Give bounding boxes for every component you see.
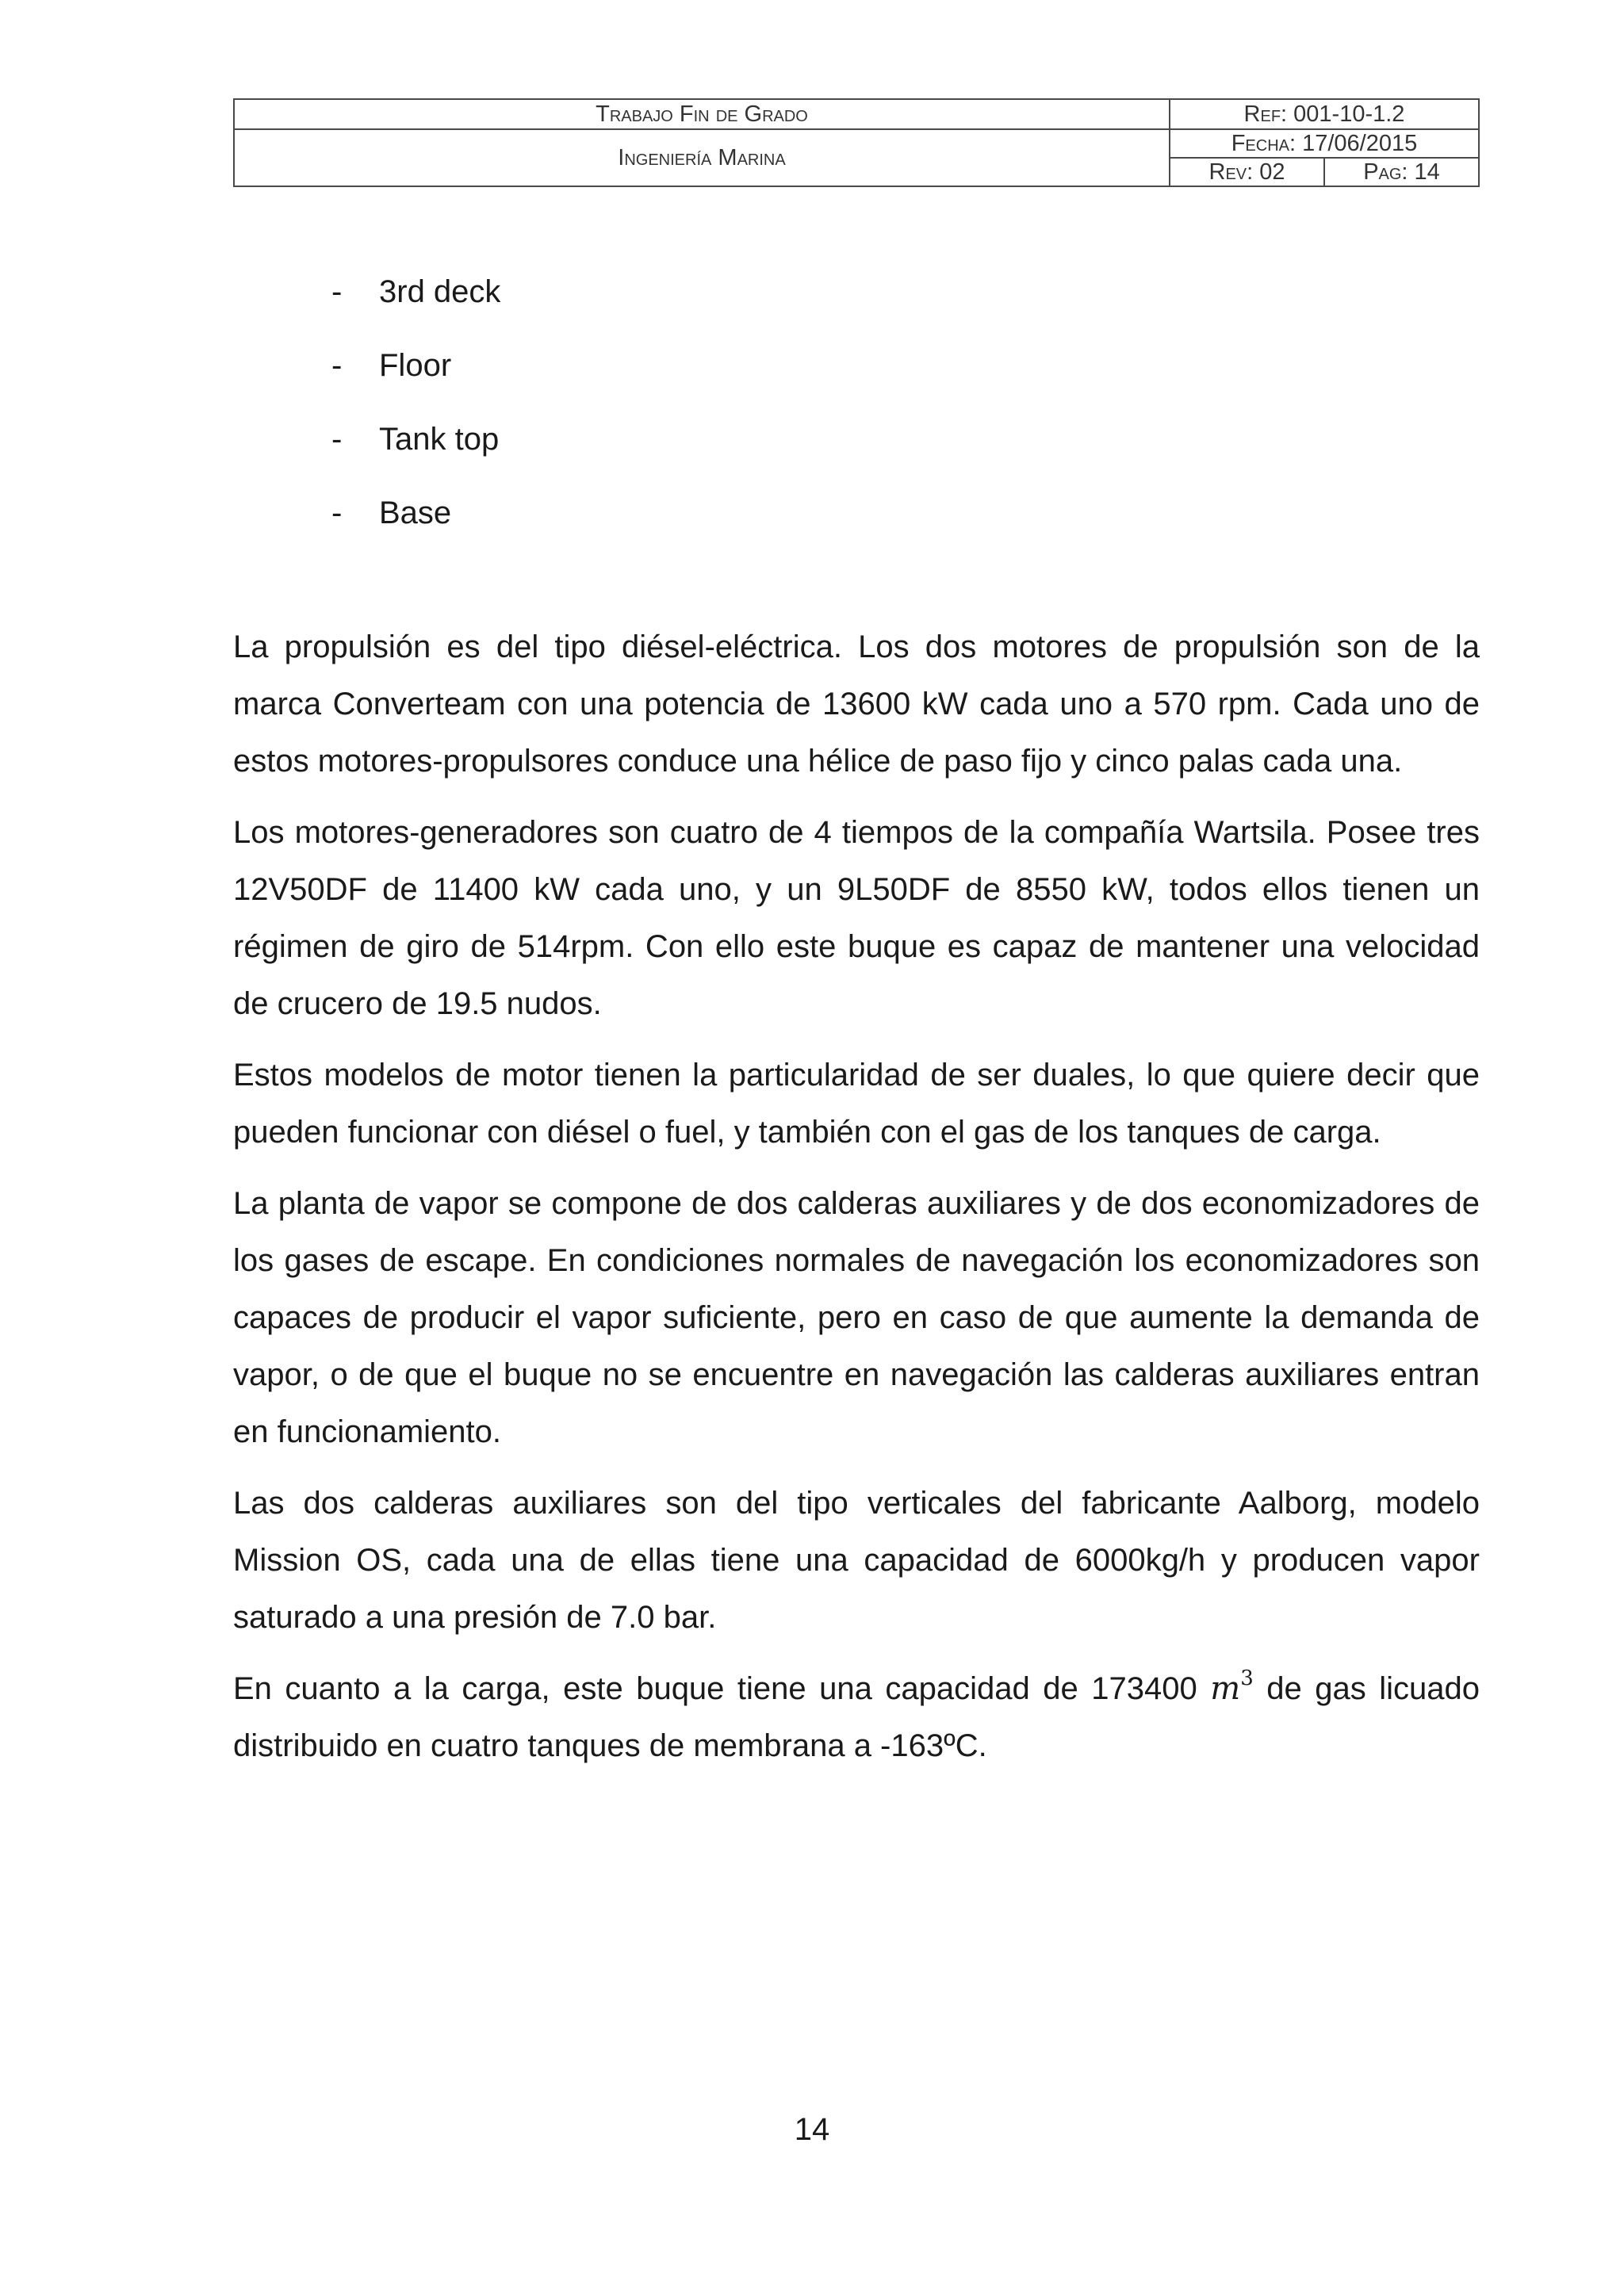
header-revision: Rev: 02 (1170, 158, 1324, 186)
document-header-table (233, 98, 1480, 187)
list-dash: - (331, 274, 343, 309)
list-dash: - (331, 496, 343, 530)
paragraph-steam-plant: La planta de vapor se compone de dos calderas auxiliares y de dos economizadores de los gases de escape. En condiciones normales de navegación los economizadores son capaces de producir el vapor suficiente, pero en caso de que aumente la demanda de vapor, o de que el buque no se encuentre en navegación las calderas auxiliares entran en funcionamiento. (233, 1186, 1480, 1449)
header-page: Pag: 14 (1324, 158, 1479, 186)
list-item-text: 3rd deck (379, 274, 501, 309)
list-item (331, 403, 500, 476)
paragraph-generators: Los motores-generadores son cuatro de 4 tiempos de la compañía Wartsila. Posee tres 12V50DF de 11400 kW cada uno, y un 9L50DF de 8550 kW, todos ellos tienen un régimen de giro de 514rpm. Con ello este buque es capaz de mantener una velocidad de crucero de 19.5 nudos. (233, 815, 1480, 1021)
paragraph-dual-fuel: Estos modelos de motor tienen la particularidad de ser duales, lo que quiere decir que pueden funcionar con diésel o fuel, y también con el gas de los tanques de carga. (233, 1058, 1480, 1150)
list-dash: - (331, 348, 343, 383)
list-item (331, 255, 500, 329)
list-item-text: Tank top (379, 422, 500, 457)
cargo-text-end: de gas licuado distribuido en cuatro tanques de membrana a -163ºC. (233, 1671, 1480, 1763)
list-item (331, 476, 500, 550)
body-text (233, 618, 1480, 1789)
list-dash: - (331, 422, 343, 457)
cubic-meter-unit (1210, 1667, 1254, 1707)
paragraph-boilers: Las dos calderas auxiliares son del tipo verticales del fabricante Aalborg, modelo Mission OS, cada una de ellas tiene una capacidad de 6000kg/h y producen vapor saturado a una presión de 7.0 bar. (233, 1486, 1480, 1635)
header-date: Fecha: 17/06/2015 (1170, 129, 1479, 158)
header-subtitle: Ingeniería Marina (234, 129, 1170, 186)
page-number: 14 (794, 2112, 830, 2147)
header-ref: Ref: 001-10-1.2 (1170, 99, 1479, 129)
list-item-text: Base (379, 496, 452, 530)
header-title: Trabajo Fin de Grado (234, 99, 1170, 129)
list-item-text: Floor (379, 348, 452, 383)
unit-exponent: 3 (1240, 1667, 1254, 1690)
paragraph-propulsion: La propulsión es del tipo diésel-eléctrica. Los dos motores de propulsión son de la marca Converteam con una potencia de 13600 kW cada uno a 570 rpm. Cada uno de estos motores-propulsores conduce una hélice de paso fijo y cinco palas cada una. (233, 629, 1480, 779)
cargo-text-start: En cuanto a la carga, este buque tiene una capacidad de 173400 (233, 1671, 1211, 1706)
paragraph-cargo (233, 1660, 1480, 1774)
unit-symbol: m (1210, 1670, 1241, 1707)
deck-list (331, 255, 500, 550)
list-item (331, 329, 500, 403)
